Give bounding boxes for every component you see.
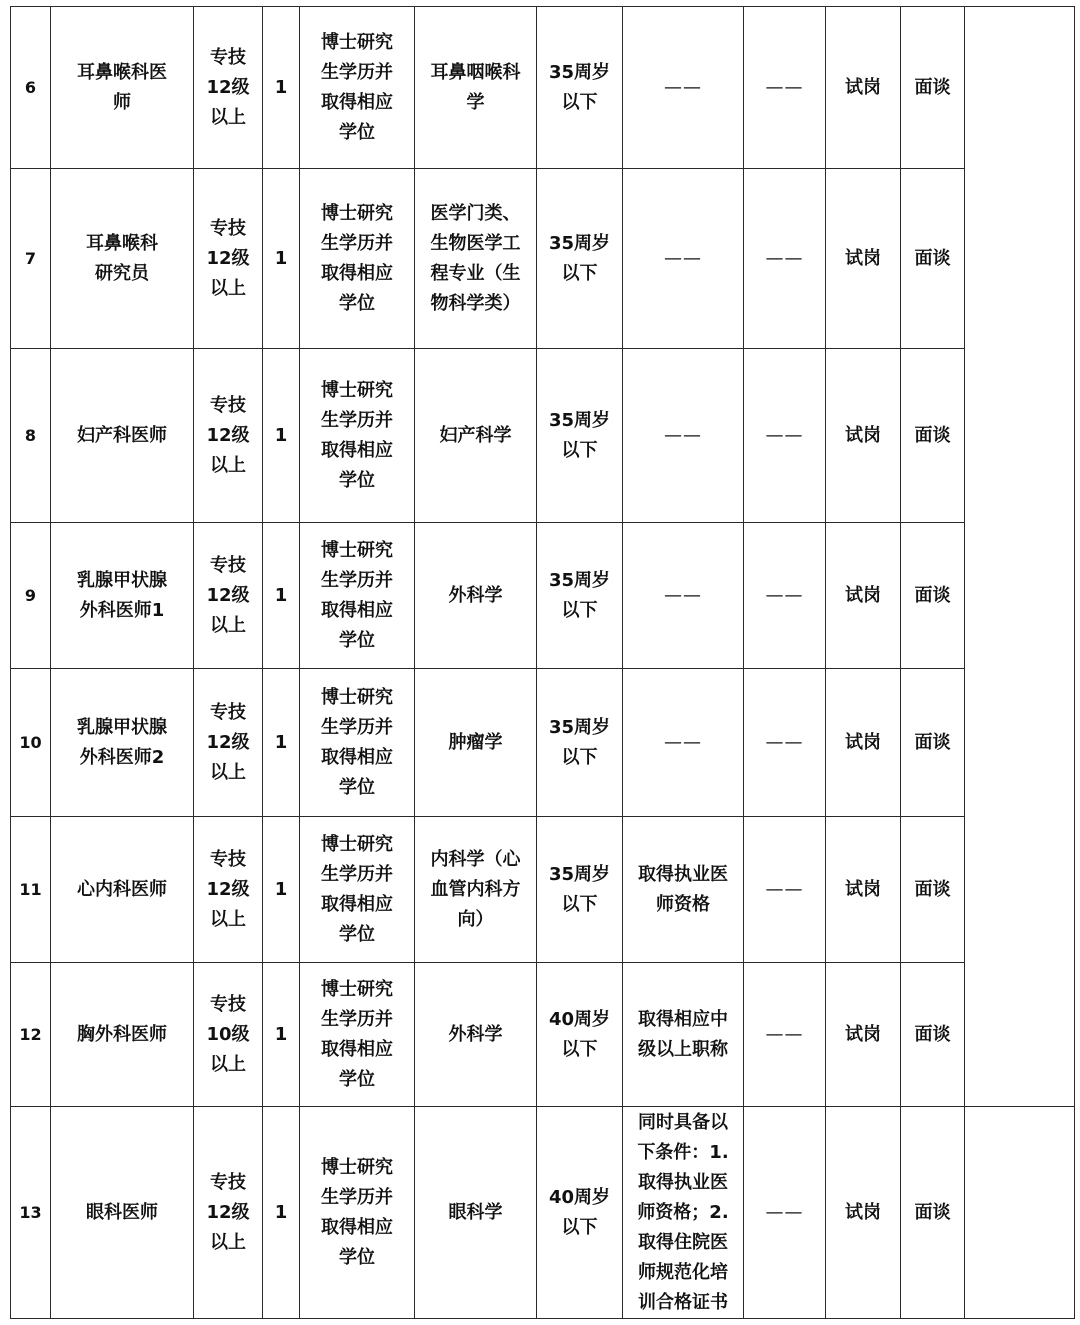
age-text: 35周岁以下 (548, 232, 611, 284)
major-requirement (415, 523, 537, 669)
job-level (194, 349, 263, 523)
hire-count: 1 (263, 7, 300, 169)
major-requirement (415, 1107, 537, 1319)
age-requirement (537, 963, 623, 1107)
exam-method: 试岗 (826, 963, 901, 1107)
position-name-text: 耳鼻喉科医师 (77, 61, 167, 113)
position-name-text: 胸外科医师 (77, 1023, 167, 1045)
row-number: 6 (11, 7, 51, 169)
position-name-text: 乳腺甲状腺外科医师2 (77, 716, 167, 768)
exam-method: 试岗 (826, 169, 901, 349)
job-level-text: 专技12级以上 (206, 394, 250, 476)
hire-count: 1 (263, 817, 300, 963)
major-requirement (415, 349, 537, 523)
position-name-text: 耳鼻喉科研究员 (86, 232, 158, 284)
interview-method: 面谈 (901, 7, 965, 169)
other-requirement-text: 取得相应中级以上职称 (638, 1008, 728, 1060)
table-row (11, 963, 1075, 1107)
hire-count: 1 (263, 169, 300, 349)
education-text: 博士研究生学历并取得相应学位 (321, 539, 393, 651)
position-name-text: 妇产科医师 (77, 424, 167, 446)
major-text: 眼科学 (448, 1201, 503, 1223)
age-requirement (537, 7, 623, 169)
recruitment-table (10, 6, 1075, 1319)
exam-method: 试岗 (826, 817, 901, 963)
extra-requirement: —— (744, 523, 826, 669)
exam-method: 试岗 (826, 523, 901, 669)
extra-requirement: —— (744, 349, 826, 523)
education-requirement (300, 169, 415, 349)
education-text: 博士研究生学历并取得相应学位 (321, 833, 393, 945)
row-number: 11 (11, 817, 51, 963)
exam-method: 试岗 (826, 349, 901, 523)
age-text: 40周岁以下 (548, 1008, 611, 1060)
education-requirement (300, 817, 415, 963)
row-number: 12 (11, 963, 51, 1107)
interview-method: 面谈 (901, 817, 965, 963)
age-requirement (537, 669, 623, 817)
table-row (11, 523, 1075, 669)
age-requirement (537, 523, 623, 669)
job-level-text: 专技12级以上 (206, 1171, 250, 1253)
interview-method: 面谈 (901, 523, 965, 669)
other-requirement: —— (623, 7, 744, 169)
education-text: 博士研究生学历并取得相应学位 (321, 1156, 393, 1268)
blank-remarks-cell-last (965, 1107, 1075, 1319)
major-text: 医学门类、生物医学工程专业（生物科学类） (430, 202, 521, 314)
education-requirement (300, 523, 415, 669)
position-name-text: 眼科医师 (86, 1201, 158, 1223)
hire-count: 1 (263, 1107, 300, 1319)
extra-requirement: —— (744, 669, 826, 817)
job-level (194, 817, 263, 963)
interview-method: 面谈 (901, 1107, 965, 1319)
major-text: 肿瘤学 (448, 731, 503, 753)
extra-requirement: —— (744, 817, 826, 963)
position-name (51, 7, 194, 169)
table-row (11, 169, 1075, 349)
age-text: 35周岁以下 (548, 409, 611, 461)
major-text: 外科学 (448, 584, 503, 606)
hire-count: 1 (263, 523, 300, 669)
major-requirement (415, 817, 537, 963)
job-level-text: 专技12级以上 (206, 848, 250, 930)
job-level-text: 专技12级以上 (206, 46, 250, 128)
job-level (194, 669, 263, 817)
education-requirement (300, 7, 415, 169)
other-requirement (623, 1107, 744, 1319)
exam-method: 试岗 (826, 1107, 901, 1319)
interview-method: 面谈 (901, 349, 965, 523)
age-text: 35周岁以下 (548, 569, 611, 621)
job-level (194, 963, 263, 1107)
education-text: 博士研究生学历并取得相应学位 (321, 978, 393, 1090)
major-requirement (415, 669, 537, 817)
table-row (11, 349, 1075, 523)
age-text: 35周岁以下 (548, 716, 611, 768)
blank-remarks-cell (965, 7, 1075, 1107)
education-requirement (300, 963, 415, 1107)
hire-count: 1 (263, 669, 300, 817)
position-name (51, 1107, 194, 1319)
age-requirement (537, 1107, 623, 1319)
job-level (194, 7, 263, 169)
interview-method: 面谈 (901, 169, 965, 349)
extra-requirement: —— (744, 169, 826, 349)
job-level-text: 专技12级以上 (206, 554, 250, 636)
position-name (51, 523, 194, 669)
position-name (51, 669, 194, 817)
position-name (51, 169, 194, 349)
hire-count: 1 (263, 349, 300, 523)
age-text: 35周岁以下 (548, 863, 611, 915)
education-text: 博士研究生学历并取得相应学位 (321, 31, 393, 143)
other-requirement-text: 同时具备以下条件：1.取得执业医师资格；2.取得住院医师规范化培训合格证书 (637, 1111, 729, 1313)
major-requirement (415, 169, 537, 349)
row-number: 10 (11, 669, 51, 817)
hire-count: 1 (263, 963, 300, 1107)
major-text: 外科学 (448, 1023, 503, 1045)
position-name (51, 349, 194, 523)
table-row (11, 817, 1075, 963)
age-text: 35周岁以下 (548, 61, 611, 113)
major-text: 妇产科学 (439, 424, 512, 446)
education-requirement (300, 349, 415, 523)
extra-requirement: —— (744, 963, 826, 1107)
row-number: 13 (11, 1107, 51, 1319)
other-requirement: —— (623, 169, 744, 349)
other-requirement (623, 963, 744, 1107)
interview-method: 面谈 (901, 963, 965, 1107)
major-text: 耳鼻咽喉科学 (430, 61, 521, 113)
position-name-text: 心内科医师 (77, 878, 167, 900)
age-text: 40周岁以下 (548, 1186, 611, 1238)
table-row (11, 669, 1075, 817)
other-requirement (623, 817, 744, 963)
job-level-text: 专技12级以上 (206, 701, 250, 783)
education-text: 博士研究生学历并取得相应学位 (321, 202, 393, 314)
table-row (11, 7, 1075, 169)
extra-requirement: —— (744, 1107, 826, 1319)
position-name (51, 963, 194, 1107)
other-requirement: —— (623, 349, 744, 523)
job-level-text: 专技10级以上 (206, 993, 250, 1075)
major-requirement (415, 963, 537, 1107)
major-requirement (415, 7, 537, 169)
education-text: 博士研究生学历并取得相应学位 (321, 379, 393, 491)
job-level-text: 专技12级以上 (206, 217, 250, 299)
interview-method: 面谈 (901, 669, 965, 817)
other-requirement-text: 取得执业医师资格 (638, 863, 728, 915)
education-text: 博士研究生学历并取得相应学位 (321, 686, 393, 798)
row-number: 9 (11, 523, 51, 669)
age-requirement (537, 817, 623, 963)
major-text: 内科学（心血管内科方向） (430, 848, 521, 930)
job-level (194, 169, 263, 349)
position-name (51, 817, 194, 963)
age-requirement (537, 349, 623, 523)
table-row (11, 1107, 1075, 1319)
exam-method: 试岗 (826, 669, 901, 817)
age-requirement (537, 169, 623, 349)
job-level (194, 523, 263, 669)
position-name-text: 乳腺甲状腺外科医师1 (77, 569, 167, 621)
education-requirement (300, 1107, 415, 1319)
row-number: 8 (11, 349, 51, 523)
education-requirement (300, 669, 415, 817)
other-requirement: —— (623, 669, 744, 817)
extra-requirement: —— (744, 7, 826, 169)
other-requirement: —— (623, 523, 744, 669)
job-level (194, 1107, 263, 1319)
exam-method: 试岗 (826, 7, 901, 169)
row-number: 7 (11, 169, 51, 349)
